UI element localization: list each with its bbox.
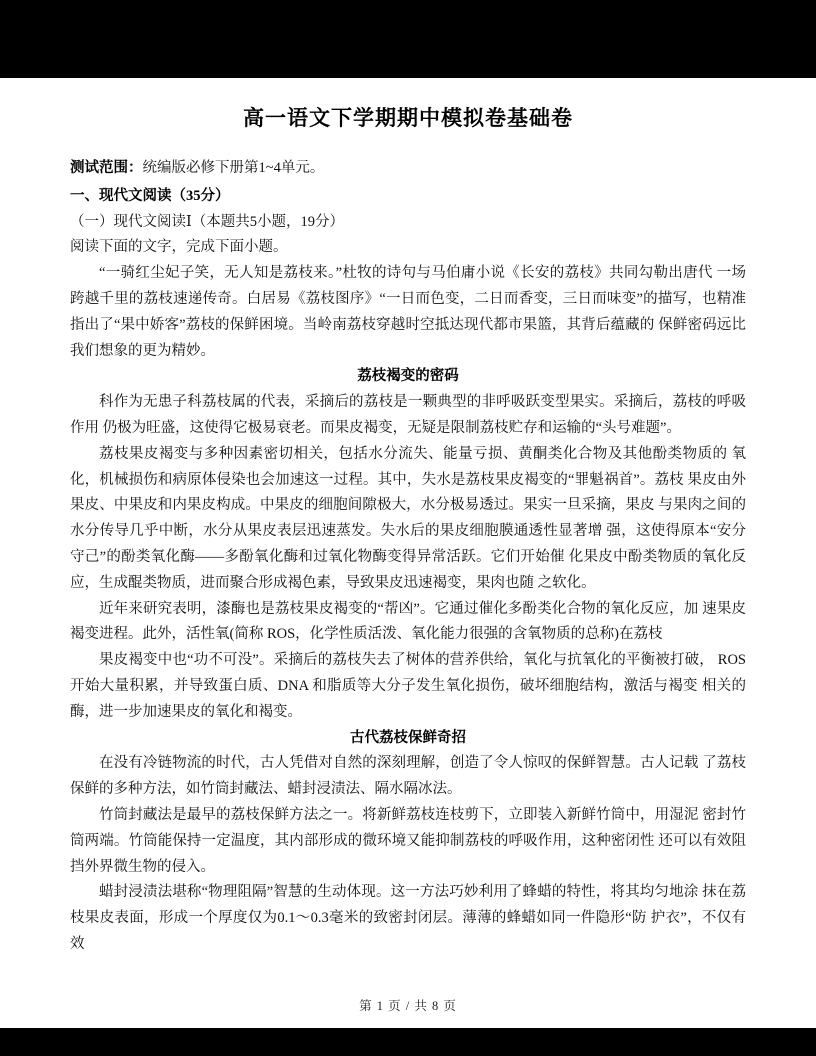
passage-subheading-ancient-preservation: 古代荔枝保鲜奇招 bbox=[350, 729, 466, 746]
bottom-letterbox-bar bbox=[0, 1028, 816, 1056]
section-1-heading: 一、现代文阅读（35分） bbox=[70, 187, 230, 204]
exam-title: 高一语文下学期期中模拟卷基础卷 bbox=[243, 106, 573, 130]
passage-paragraph-1: “一骑红尘妃子笑，无人知是荔枝来。”杜牧的诗句与马伯庸小说《长安的荔枝》共同勾勒出唐代 一场跨越千里的荔枝速递传奇。白居易《荔枝图序》“一日而色变，二日而香变，三日而味变”的描写，也精准指出了“果中娇客”荔枝的保鲜困境。当岭南荔枝穿越时空抵达现代都市果篮，其背后蕴藏的 保鲜密码远比我们想象的更为精妙。 bbox=[70, 265, 746, 359]
scope-label: 测试范围： bbox=[70, 160, 143, 176]
exam-page bbox=[0, 78, 816, 1028]
passage-paragraph-6: 在没有冷链物流的时代，古人凭借对自然的深刻理解，创造了令人惊叹的保鲜智慧。古人记载 了荔枝保鲜的多种方法，如竹筒封藏法、蜡封浸渍法、隔水隔冰法。 bbox=[70, 755, 746, 798]
passage-paragraph-7: 竹筒封藏法是最早的荔枝保鲜方法之一。将新鲜荔枝连枝剪下，立即装入新鲜竹筒中，用湿泥 密封竹筒两端。竹筒能保持一定温度，其内部形成的微环境又能抑制荔枝的呼吸作用，这种密闭性 还可以有效阻挡外界微生物的侵入。 bbox=[70, 806, 746, 875]
reading-instruction: 阅读下面的文字，完成下面小题。 bbox=[70, 239, 288, 256]
passage-paragraph-5: 果皮褐变中也“功不可没”。采摘后的荔枝失去了树体的营养供给，氧化与抗氧化的平衡被打破， ROS 开始大量积累，并导致蛋白质、DNA 和脂质等大分子发生氧化损伤，破坏细胞结构，激活与褐变 相关的酶，进一步加速果皮的氧化和褐变。 bbox=[70, 652, 746, 720]
passage-subheading-browning-code: 荔枝褐变的密码 bbox=[357, 368, 459, 385]
page-number-footer: 第 1 页 / 共 8 页 bbox=[359, 999, 457, 1013]
passage-paragraph-4: 近年来研究表明，漆酶也是荔枝果皮褐变的“帮凶”。它通过催化多酚类化合物的氧化反应，加 速果皮褐变进程。此外，活性氧(简称 ROS，化学性质活泼、氧化能力很强的含氧物质的总称)在荔枝 bbox=[70, 600, 746, 643]
passage-paragraph-2: 科作为无患子科荔枝属的代表，采摘后的荔枝是一颗典型的非呼吸跃变型果实。采摘后，荔枝的呼吸作用 仍极为旺盛，这使得它极易衰老。而果皮褐变，无疑是限制荔枝贮存和运输的“头号难题”。 bbox=[70, 394, 746, 436]
top-letterbox-bar bbox=[0, 0, 816, 78]
passage-paragraph-3: 荔枝果皮褐变与多种因素密切相关，包括水分流失、能量亏损、黄酮类化合物及其他酚类物质的 氧化，机械损伤和病原体侵染也会加速这一过程。其中，失水是荔枝果皮褐变的“罪魁祸首”。荔枝 果皮由外果皮、中果皮和内果皮构成。中果皮的细胞间隙极大，水分极易透过。果实一旦采摘，果皮 与果肉之间的水分传导几乎中断，水分从果皮表层迅速蒸发。失水后的果皮细胞膜通透性显著增 强，这使得原本“安分守己”的酚类氧化酶——多酚氧化酶和过氧化物酶变得异常活跃。它们开始催 化果皮中酚类物质的氧化反应，生成醌类物质，进而聚合形成褐色素，导致果皮迅速褐变，果肉也随 之软化。 bbox=[70, 445, 746, 591]
passage-paragraph-8: 蜡封浸渍法堪称“物理阻隔”智慧的生动体现。这一方法巧妙利用了蜂蜡的特性，将其均匀地涂 抹在荔枝果皮表面，形成一个厚度仅为0.1～0.3毫米的致密封闭层。薄薄的蜂蜡如同一件隐形“防 护衣”，不仅有效 bbox=[70, 884, 746, 952]
scope-line bbox=[70, 156, 746, 182]
subsection-1-heading: （一）现代文阅读Ⅰ（本题共5小题，19分） bbox=[70, 213, 344, 230]
scope-text: 统编版必修下册第1~4单元。 bbox=[142, 160, 325, 176]
